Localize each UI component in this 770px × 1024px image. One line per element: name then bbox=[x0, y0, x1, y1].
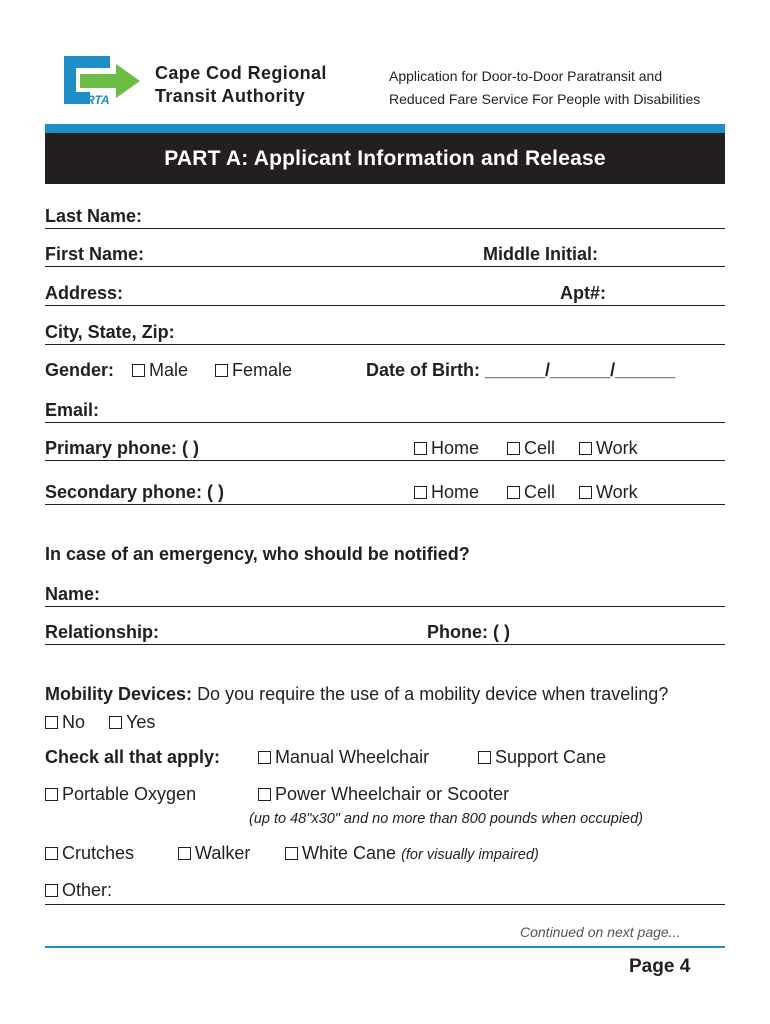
header-accent-bar bbox=[45, 124, 725, 133]
check-all-row bbox=[45, 747, 725, 771]
checkbox-icon bbox=[285, 847, 298, 860]
crta-logo bbox=[58, 48, 144, 110]
email-label: Email: bbox=[45, 400, 100, 420]
gender-label: Gender: bbox=[45, 360, 115, 380]
primary-phone-row[interactable] bbox=[45, 434, 725, 461]
secondary-phone-label: Secondary phone: ( ) bbox=[45, 482, 225, 502]
primary-phone-label: Primary phone: ( ) bbox=[45, 438, 200, 458]
email-row[interactable] bbox=[45, 396, 725, 423]
emergency-name-row[interactable] bbox=[45, 580, 725, 607]
home-label: Home bbox=[431, 438, 480, 458]
mobility-yes-checkbox[interactable] bbox=[109, 712, 155, 733]
apt-label: Apt#: bbox=[560, 283, 606, 303]
checkbox-icon bbox=[109, 716, 122, 729]
primary-cell-checkbox[interactable] bbox=[507, 438, 555, 459]
male-label: Male bbox=[149, 360, 189, 380]
last-name-label: Last Name: bbox=[45, 206, 143, 226]
power-wheelchair-checkbox[interactable] bbox=[258, 784, 509, 805]
gender-dob-row bbox=[45, 360, 725, 386]
checkbox-icon bbox=[258, 751, 271, 764]
work-label: Work bbox=[596, 438, 638, 458]
checkbox-icon bbox=[579, 442, 592, 455]
city-state-zip-row[interactable] bbox=[45, 318, 725, 345]
app-title-line-1: Application for Door-to-Door Paratransit and bbox=[389, 68, 663, 84]
emergency-question: In case of an emergency, who should be notified? bbox=[45, 544, 470, 564]
app-title-line-2: Reduced Fare Service For People with Disabilities bbox=[389, 91, 701, 107]
organization-name bbox=[155, 62, 327, 108]
svg-text:RTA: RTA bbox=[86, 93, 110, 107]
primary-home-checkbox[interactable] bbox=[414, 438, 479, 459]
oxygen-power-row bbox=[45, 784, 725, 808]
portable-oxygen-checkbox[interactable] bbox=[45, 784, 196, 805]
org-line-2: Transit Authority bbox=[155, 86, 306, 106]
walker-checkbox[interactable] bbox=[178, 843, 250, 864]
white-cane-checkbox[interactable] bbox=[285, 843, 539, 864]
continued-note: Continued on next page... bbox=[520, 924, 681, 940]
support-cane-checkbox[interactable] bbox=[478, 747, 606, 768]
relationship-label: Relationship: bbox=[45, 622, 160, 642]
secondary-work-checkbox[interactable] bbox=[579, 482, 638, 503]
mobility-no-checkbox[interactable] bbox=[45, 712, 85, 733]
last-name-row[interactable] bbox=[45, 202, 725, 229]
checkbox-icon bbox=[45, 847, 58, 860]
secondary-phone-row[interactable] bbox=[45, 478, 725, 505]
address-label: Address: bbox=[45, 283, 124, 303]
checkbox-icon bbox=[45, 788, 58, 801]
check-all-label: Check all that apply: bbox=[45, 747, 221, 767]
footer-divider bbox=[45, 946, 725, 948]
checkbox-icon bbox=[215, 364, 228, 377]
cell-label: Cell bbox=[524, 438, 556, 458]
white-cane-label: White Cane bbox=[302, 843, 397, 863]
emergency-phone-label: Phone: ( ) bbox=[427, 622, 510, 642]
home-label: Home bbox=[431, 482, 480, 502]
org-line-1: Cape Cod Regional bbox=[155, 63, 327, 83]
mobility-devices-label: Mobility Devices: bbox=[45, 684, 193, 704]
manual-wheelchair-label: Manual Wheelchair bbox=[275, 747, 430, 767]
white-cane-note: (for visually impaired) bbox=[401, 847, 539, 863]
work-label: Work bbox=[596, 482, 638, 502]
first-name-label: First Name: bbox=[45, 244, 145, 264]
crutches-checkbox[interactable] bbox=[45, 843, 134, 864]
checkbox-icon bbox=[478, 751, 491, 764]
other-row[interactable] bbox=[45, 878, 725, 905]
power-wheelchair-label: Power Wheelchair or Scooter bbox=[275, 784, 510, 804]
secondary-cell-checkbox[interactable] bbox=[507, 482, 555, 503]
size-note: (up to 48"x30" and no more than 800 pounds when occupied) bbox=[249, 811, 644, 827]
gender-female-checkbox[interactable] bbox=[215, 360, 292, 381]
gender-male-checkbox[interactable] bbox=[132, 360, 188, 381]
checkbox-icon bbox=[178, 847, 191, 860]
checkbox-icon bbox=[507, 486, 520, 499]
emergency-relationship-row[interactable] bbox=[45, 618, 725, 645]
checkbox-icon bbox=[132, 364, 145, 377]
date-of-birth-field[interactable]: Date of Birth: ______/______/______ bbox=[366, 360, 676, 380]
secondary-home-checkbox[interactable] bbox=[414, 482, 479, 503]
crutches-label: Crutches bbox=[62, 843, 135, 863]
checkbox-icon bbox=[258, 788, 271, 801]
part-a-banner: PART A: Applicant Information and Release bbox=[45, 133, 725, 184]
cell-label: Cell bbox=[524, 482, 556, 502]
emergency-name-label: Name: bbox=[45, 584, 101, 604]
checkbox-icon bbox=[45, 716, 58, 729]
city-state-zip-label: City, State, Zip: bbox=[45, 322, 175, 342]
page-number: Page 4 bbox=[629, 956, 691, 977]
walker-label: Walker bbox=[195, 843, 251, 863]
checkbox-icon bbox=[45, 884, 58, 897]
primary-work-checkbox[interactable] bbox=[579, 438, 638, 459]
mobility-question-line bbox=[45, 684, 725, 708]
checkbox-icon bbox=[414, 442, 427, 455]
other-checkbox[interactable] bbox=[45, 880, 112, 901]
mobility-yes-no bbox=[45, 712, 245, 736]
checkbox-icon bbox=[414, 486, 427, 499]
portable-oxygen-label: Portable Oxygen bbox=[62, 784, 197, 804]
application-title bbox=[389, 65, 700, 111]
yes-label: Yes bbox=[126, 712, 156, 732]
no-label: No bbox=[62, 712, 86, 732]
middle-initial-label: Middle Initial: bbox=[483, 244, 598, 264]
support-cane-label: Support Cane bbox=[495, 747, 607, 767]
checkbox-icon bbox=[579, 486, 592, 499]
address-row[interactable] bbox=[45, 279, 725, 306]
female-label: Female bbox=[232, 360, 293, 380]
other-label: Other: bbox=[62, 880, 113, 900]
crutches-walker-row bbox=[45, 843, 725, 867]
manual-wheelchair-checkbox[interactable] bbox=[258, 747, 429, 768]
checkbox-icon bbox=[507, 442, 520, 455]
first-name-row[interactable] bbox=[45, 240, 725, 267]
mobility-question: Do you require the use of a mobility device when traveling? bbox=[197, 684, 669, 704]
